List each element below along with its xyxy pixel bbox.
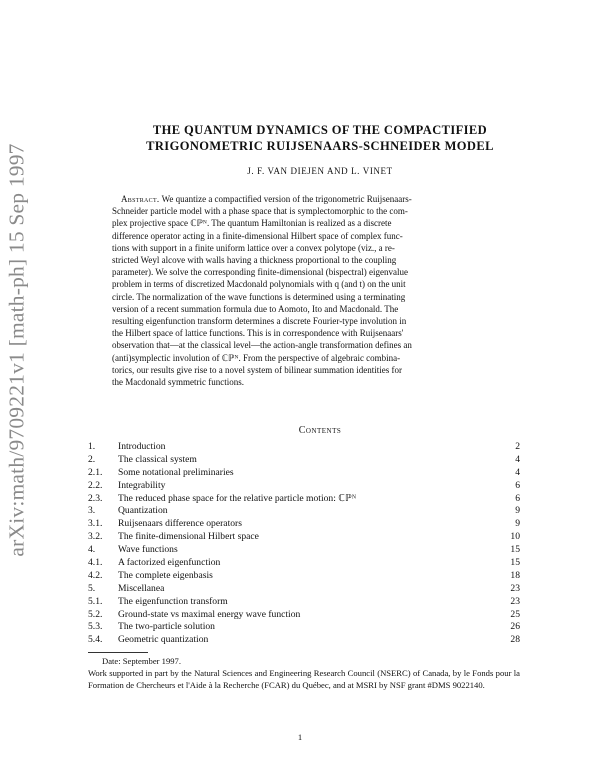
arxiv-sidebar [4,120,30,580]
arxiv-identifier[interactable]: arXiv:math/9709221v1 [math-ph] 15 Sep 1997 [4,143,29,557]
paper-title [80,122,560,154]
toc-entry[interactable]: 2.1. Some notational preliminaries 4 [88,466,520,478]
abstract-line: parameter). We solve the corresponding finite-dimensional (bispectral) eigenvalue [112,267,408,278]
abstract-line: plex projective space ℂℙᴺ. The quantum Hamiltonian is realized as a discrete [112,218,392,229]
abstract-line: problem in terms of discretized Macdonald polynomials with q (and t) on the unit [112,279,406,290]
abstract-line: Schneider particle model with a phase space that is symplectomorphic to the com- [112,206,408,217]
title-line-1: THE QUANTUM DYNAMICS OF THE COMPACTIFIED [152,123,488,137]
toc-entry[interactable]: 4.2. The complete eigenbasis 18 [88,569,520,581]
contents-heading: Contents [298,425,342,436]
abstract [112,193,532,388]
title-line-2: TRIGONOMETRIC RUIJSENAARS-SCHNEIDER MODEL [146,139,494,153]
abstract-label: Abstract. [121,194,160,204]
footnote-date: Date: September 1997. [102,656,181,666]
toc-entry[interactable]: 5. Miscellanea 23 [88,582,520,594]
page-number: 1 [297,732,303,742]
abstract-line: (anti)symplectic involution of ℂℙᴺ. From the perspective of algebraic combina- [112,352,401,363]
toc-entry[interactable]: 3. Quantization 9 [88,505,520,517]
abstract-line: circle. The normalization of the wave functions is determined using a terminating [112,291,406,302]
toc-entry[interactable]: 5.2. Ground-state vs maximal energy wave function 25 [88,608,520,620]
abstract-line: tions with support in a finite uniform lattice over a convex polytope (viz., a re- [112,242,395,253]
toc-entry[interactable]: 5.3. The two-particle solution 26 [88,621,520,633]
toc-entry[interactable]: 3.2. The finite-dimensional Hilbert space 10 [88,531,520,543]
toc-entry[interactable]: 4.1. A factorized eigenfunction 15 [88,557,520,569]
toc-entry[interactable]: 2.2. Integrability 6 [88,479,520,491]
toc-entry[interactable]: 5.1. The eigenfunction transform 23 [88,595,520,607]
toc-entry[interactable]: 2. The classical system 4 [88,453,520,465]
abstract-line: observation that—at the classical level—the action-angle transformation defines an [112,340,412,351]
abstract-line: difference operator acting in a finite-dimensional Hilbert space of complex func- [112,230,403,241]
toc-entry[interactable]: 5.4. Geometric quantization 28 [88,634,520,646]
abstract-line: the Macdonald symmetric functions. [112,377,244,388]
footnote-rule [88,652,148,653]
footnotes [88,656,520,691]
footnote-support: Work supported in part by the Natural Sciences and Engineering Research Council (NSERC) of Canada, by le Fonds pour la Formation de Chercheurs et l'Aide à la Recherche (FCAR) du Québec, and at MSRI by NSF grant #DMS 9022140. [88,667,520,690]
abstract-line: the Hilbert space of lattice functions. This is in correspondence with Ruijsenaars' [112,328,404,339]
toc-entry[interactable]: 1. Introduction 2 [88,441,520,452]
toc-entry[interactable]: 4. Wave functions 15 [88,544,520,556]
toc-entry[interactable]: 3.1. Ruijsenaars difference operators 9 [88,518,520,530]
abstract-line: resulting eigenfunction transform determines a discrete Fourier-type involution in [112,316,407,327]
toc-entry[interactable]: 2.3. The reduced phase space for the relative particle motion: ℂℙᴺ 6 [88,492,520,504]
abstract-line: version of a recent summation formula due to Aomoto, Ito and Macdonald. The [112,303,399,314]
table-of-contents [88,441,520,647]
abstract-line: torics, our results give rise to a novel system of bilinear summation identities for [112,364,402,375]
abstract-line: Abstract. We quantize a compactified version of the trigonometric Ruijsenaars- [121,194,412,204]
abstract-line: stricted Weyl alcove with walls having a thickness proportional to the coupling [112,255,397,266]
authors: J. F. VAN DIEJEN AND L. VINET [247,166,393,176]
